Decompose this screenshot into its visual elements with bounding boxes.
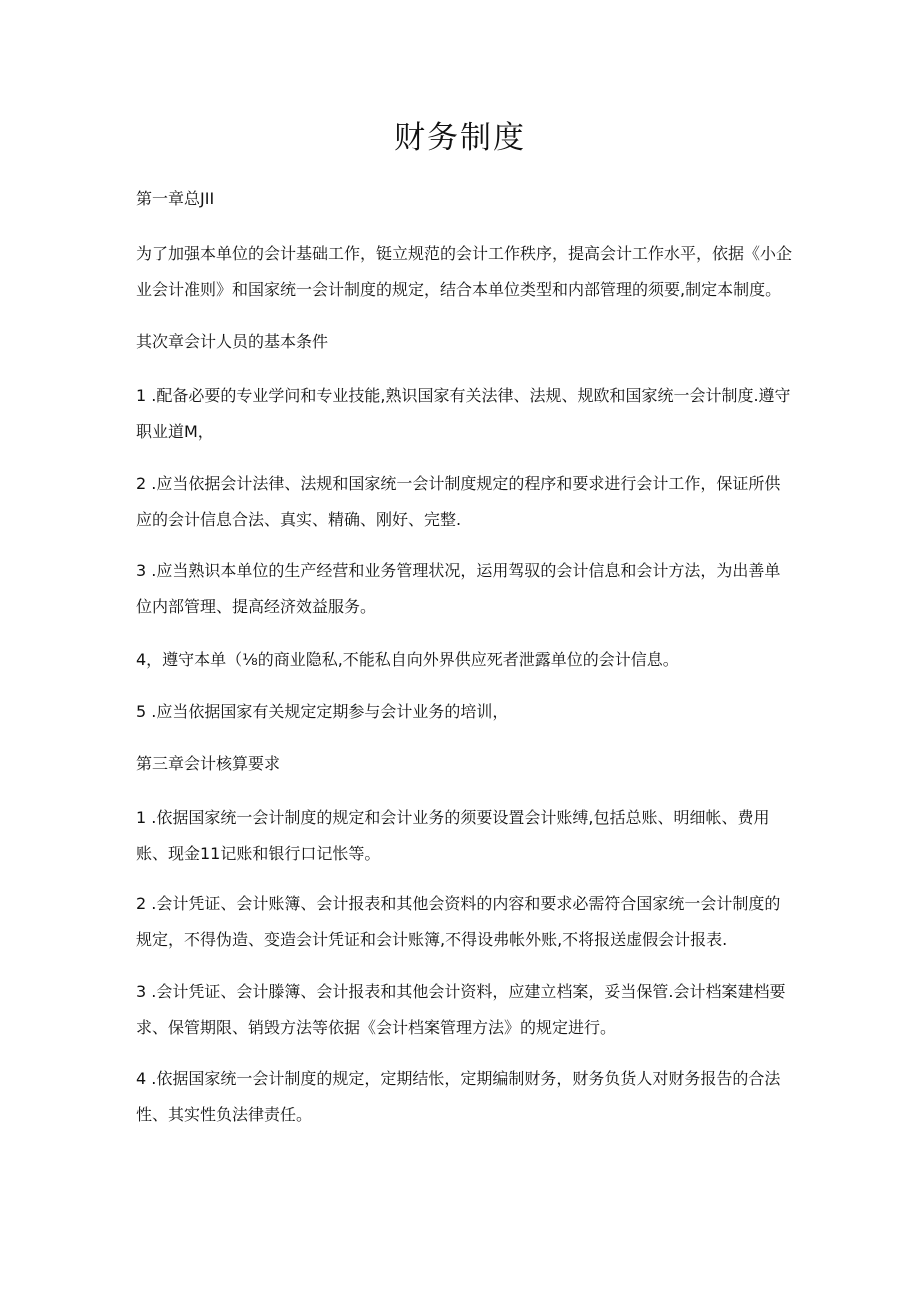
chapter-1-heading: 第一章总JII	[136, 189, 215, 208]
chapter-1-paragraph: 为了加强本单位的会计基础工作，铤立规范的会计工作秩序，提高会计工作水平，依据《小企业会计准则》和国家统一会计制度的规定，结合本单位类型和内部管理的须要,制定本制度。	[136, 244, 793, 299]
chapter-2-item-1: 1 .配备必要的专业学问和专业技能,熟识国家有关法律、法规、规欧和国家统一会计制度.遵守职业道M，	[136, 386, 791, 441]
chapter-2-item-5: 5 .应当依据国家有关规定定期参与会计业务的培训，	[136, 702, 509, 721]
chapter-2-item-2: 2 .应当依据会计法律、法规和国家统一会计制度规定的程序和要求进行会计工作，保证所供应的会计信息合法、真实、精确、刚好、完整.	[136, 474, 781, 529]
chapter-3-item-3: 3 .会计凭证、会计滕簿、会计报表和其他会计资料，应建立档案，妥当保管.会计档案建档要求、保管期限、销毁方法等依据《会计档案管理方法》的规定进行。	[136, 982, 786, 1037]
chapter-2-heading: 其次章会计人员的基本条件	[136, 332, 329, 351]
chapter-2-item-4: 4，遵守本单（⅛的商业隐私,不能私自向外界供应死者泄露单位的会计信息。	[136, 650, 679, 669]
chapter-3-item-4: 4 .依据国家统一会计制度的规定，定期结怅，定期编制财务，财务负货人对财务报告的合法性、其实性负法律责任。	[136, 1069, 781, 1124]
chapter-3-item-1: 1 .依据国家统一会计制度的规定和会计业务的须要设置会计账缚,包括总账、明细帐、费用账、现金11记账和银行口记怅等。	[136, 808, 770, 863]
chapter-2-item-3: 3 .应当熟识本单位的生产经营和业务管理状况，运用驾驭的会计信息和会计方法，为出善单位内部管理、提高经济效益服务。	[136, 561, 781, 616]
chapter-3-heading: 第三章会计核算要求	[136, 754, 281, 773]
page-title: 财务制度	[394, 120, 526, 156]
chapter-3-item-2: 2 .会计凭证、会计账簿、会计报表和其他会资料的内容和要求必需符合国家统一会计制度的规定，不得伪造、变造会计凭证和会计账簿,不得设弗帐外账,不将报送虚假会计报表.	[136, 894, 781, 949]
